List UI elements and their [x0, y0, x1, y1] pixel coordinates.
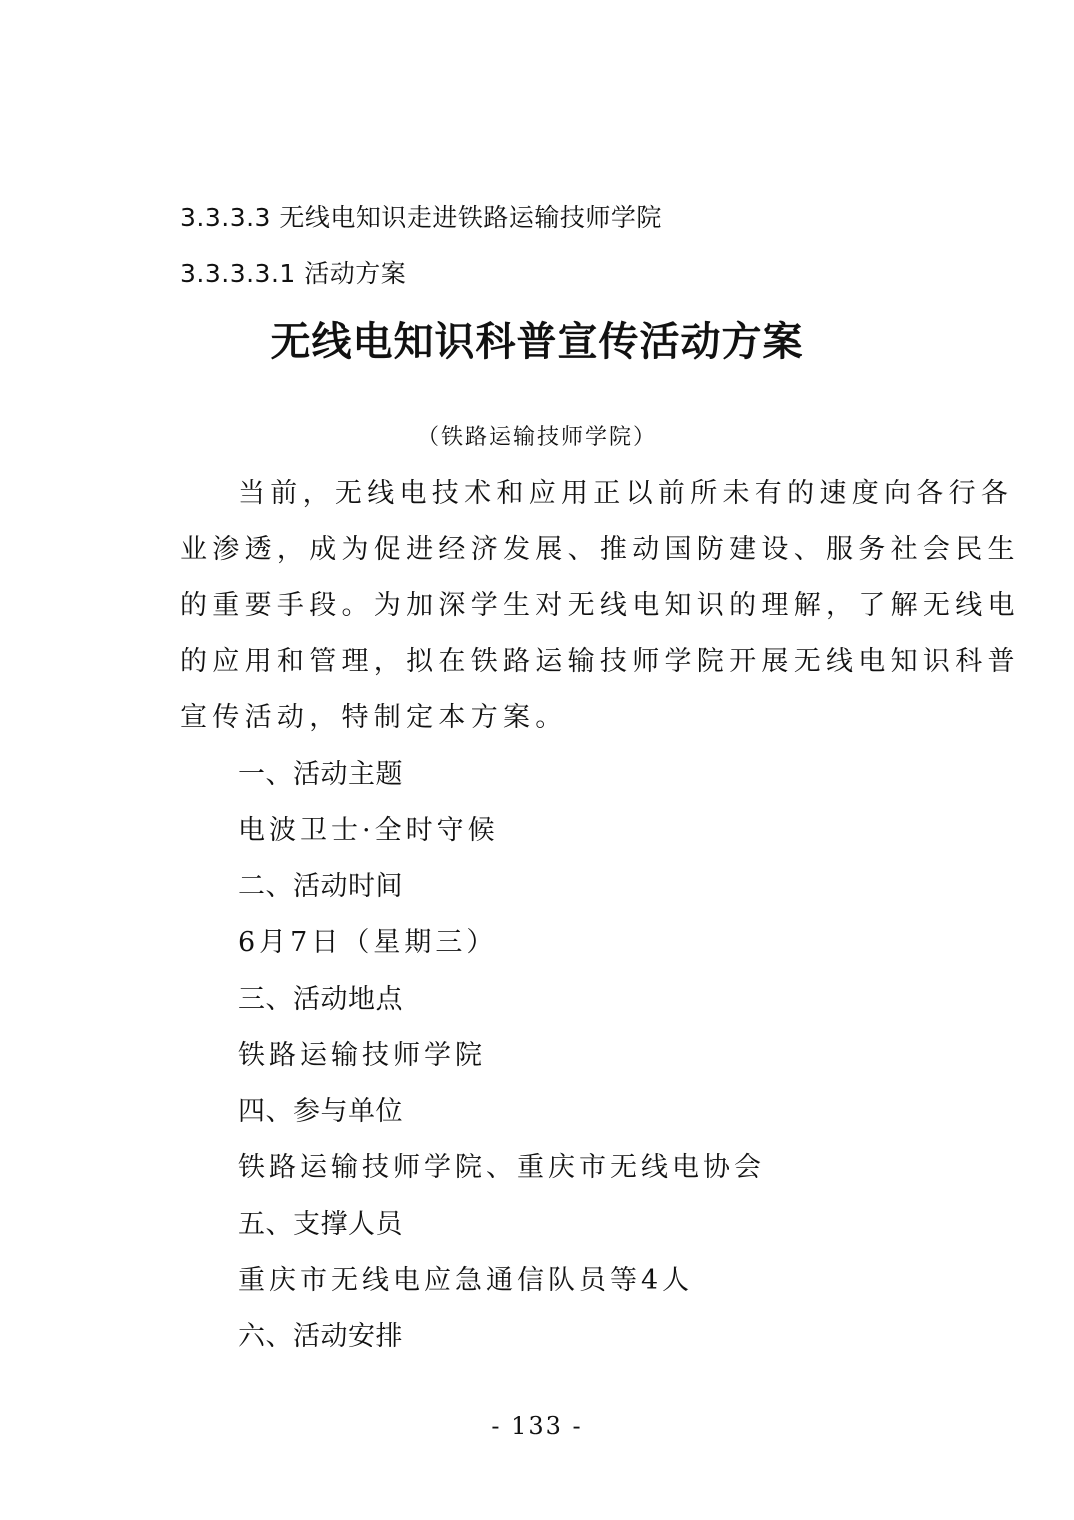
section-content-time: 6月7日（星期三） — [238, 927, 498, 958]
section-heading-participants: 四、参与单位 — [238, 1096, 403, 1127]
intro-line-3: 的重要手段。为加深学生对无线电知识的理解，了解无线电 — [180, 590, 1020, 621]
intro-line-2: 业渗透，成为促进经济发展、推动国防建设、服务社会民生 — [180, 534, 1020, 565]
subsection-number-heading: 3.3.3.3.1 活动方案 — [180, 259, 407, 288]
section-heading-arrangement: 六、活动安排 — [238, 1321, 403, 1352]
section-content-support: 重庆市无线电应急通信队员等4人 — [238, 1265, 694, 1296]
intro-line-4: 的应用和管理，拟在铁路运输技师学院开展无线电知识科普 — [180, 646, 1020, 677]
section-heading-location: 三、活动地点 — [238, 984, 403, 1015]
section-content-theme: 电波卫士·全时守候 — [238, 815, 499, 846]
section-heading-theme: 一、活动主题 — [238, 759, 403, 790]
intro-line-1: 当前，无线电技术和应用正以前所未有的速度向各行各 — [238, 478, 1014, 509]
document-title: 无线电知识科普宣传活动方案 — [270, 319, 804, 365]
section-content-location: 铁路运输技师学院 — [238, 1040, 486, 1071]
section-number-heading: 3.3.3.3 无线电知识走进铁路运输技师学院 — [180, 203, 662, 232]
intro-line-5: 宣传活动，特制定本方案。 — [180, 702, 568, 733]
section-heading-support: 五、支撑人员 — [238, 1209, 403, 1240]
section-heading-time: 二、活动时间 — [238, 871, 403, 902]
section-content-participants: 铁路运输技师学院、重庆市无线电协会 — [238, 1152, 765, 1183]
document-subtitle: （铁路运输技师学院） — [416, 425, 657, 450]
page-number: - 133 - — [491, 1412, 583, 1440]
